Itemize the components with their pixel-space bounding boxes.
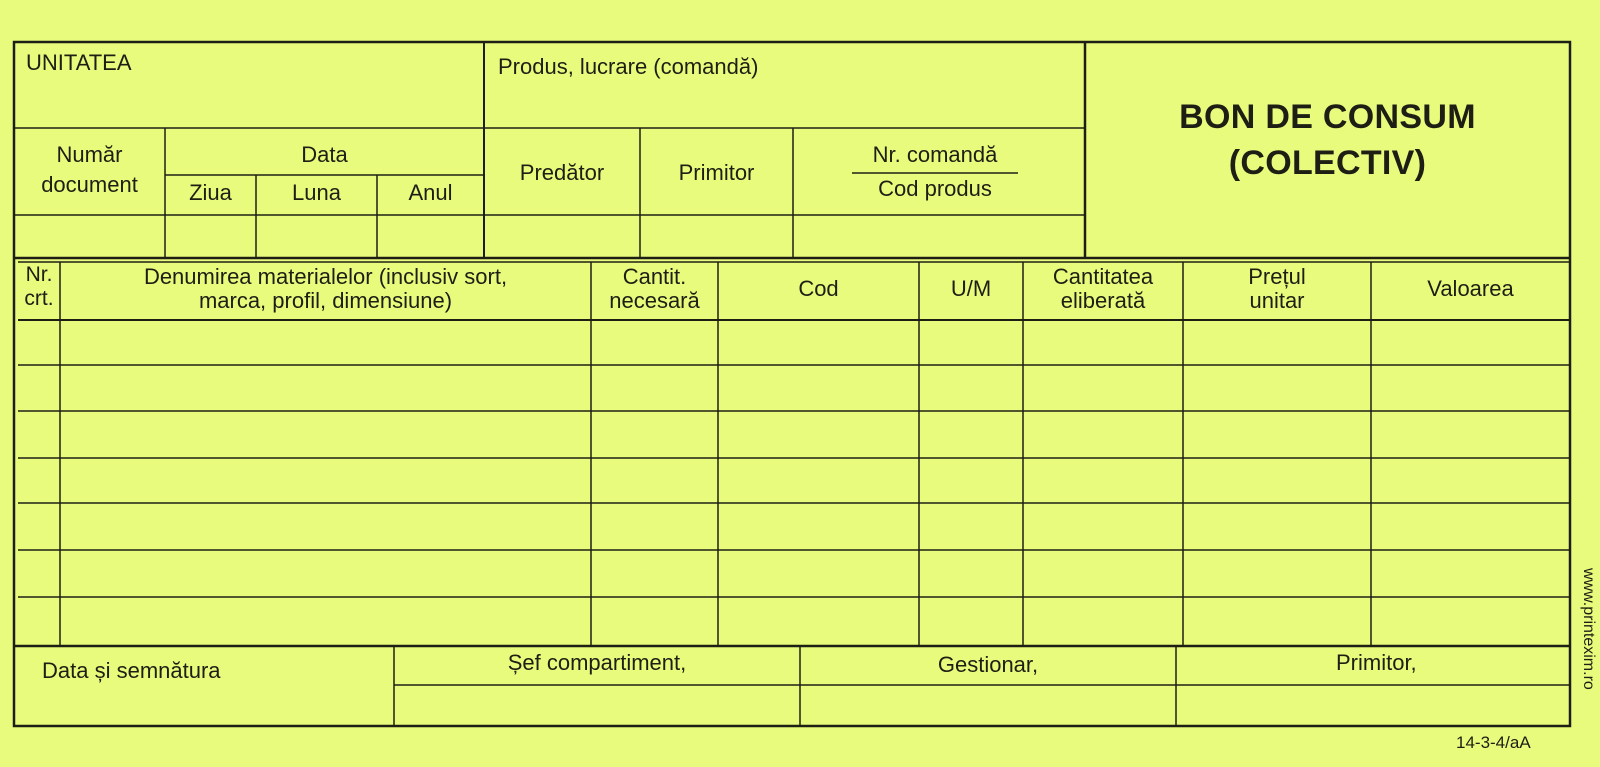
form-code: 14-3-4/aA — [1456, 733, 1531, 752]
col-material-name-1: Denumirea materialelor (inclusiv sort, — [143, 264, 508, 289]
col-material-name-2: marca, profil, dimensiune) — [198, 288, 453, 313]
col-unit-price-2: unitar — [1249, 288, 1305, 313]
storekeeper-label: Gestionar, — [937, 652, 1039, 677]
col-unit: U/M — [950, 276, 992, 301]
col-qty-released-1: Cantitatea — [1052, 264, 1154, 289]
product-code-label: Cod produs — [878, 176, 992, 201]
doc-number-label-2: document — [41, 172, 138, 197]
date-signature-label: Data și semnătura — [42, 658, 221, 683]
month-label: Luna — [292, 180, 341, 205]
year-label: Anul — [408, 180, 453, 205]
unit-label: UNITATEA — [26, 50, 132, 75]
deliverer-label: Predător — [519, 160, 605, 185]
col-qty-needed-2: necesară — [609, 288, 700, 313]
product-label: Produs, lucrare (comandă) — [498, 54, 759, 79]
form-title: BON DE CONSUM — [1179, 98, 1476, 136]
col-value: Valoarea — [1427, 276, 1514, 301]
col-nr-1: Nr. — [25, 263, 53, 286]
col-qty-released-2: eliberată — [1060, 288, 1146, 313]
form-subtitle: (COLECTIV) — [1228, 144, 1427, 182]
col-nr-2: crt. — [24, 287, 54, 310]
receiver-label: Primitor — [678, 160, 755, 185]
head-of-dept-label: Șef compartiment, — [507, 650, 687, 675]
doc-number-label-1: Număr — [56, 142, 123, 167]
col-code: Cod — [798, 276, 839, 301]
publisher-url: www.printexim.ro — [1580, 568, 1597, 690]
receiver-signature-label: Primitor, — [1336, 650, 1417, 675]
day-label: Ziua — [189, 180, 232, 205]
col-qty-needed-1: Cantit. — [622, 264, 687, 289]
col-unit-price-1: Prețul — [1248, 264, 1306, 289]
date-label: Data — [301, 142, 348, 167]
order-number-label: Nr. comandă — [872, 142, 998, 167]
